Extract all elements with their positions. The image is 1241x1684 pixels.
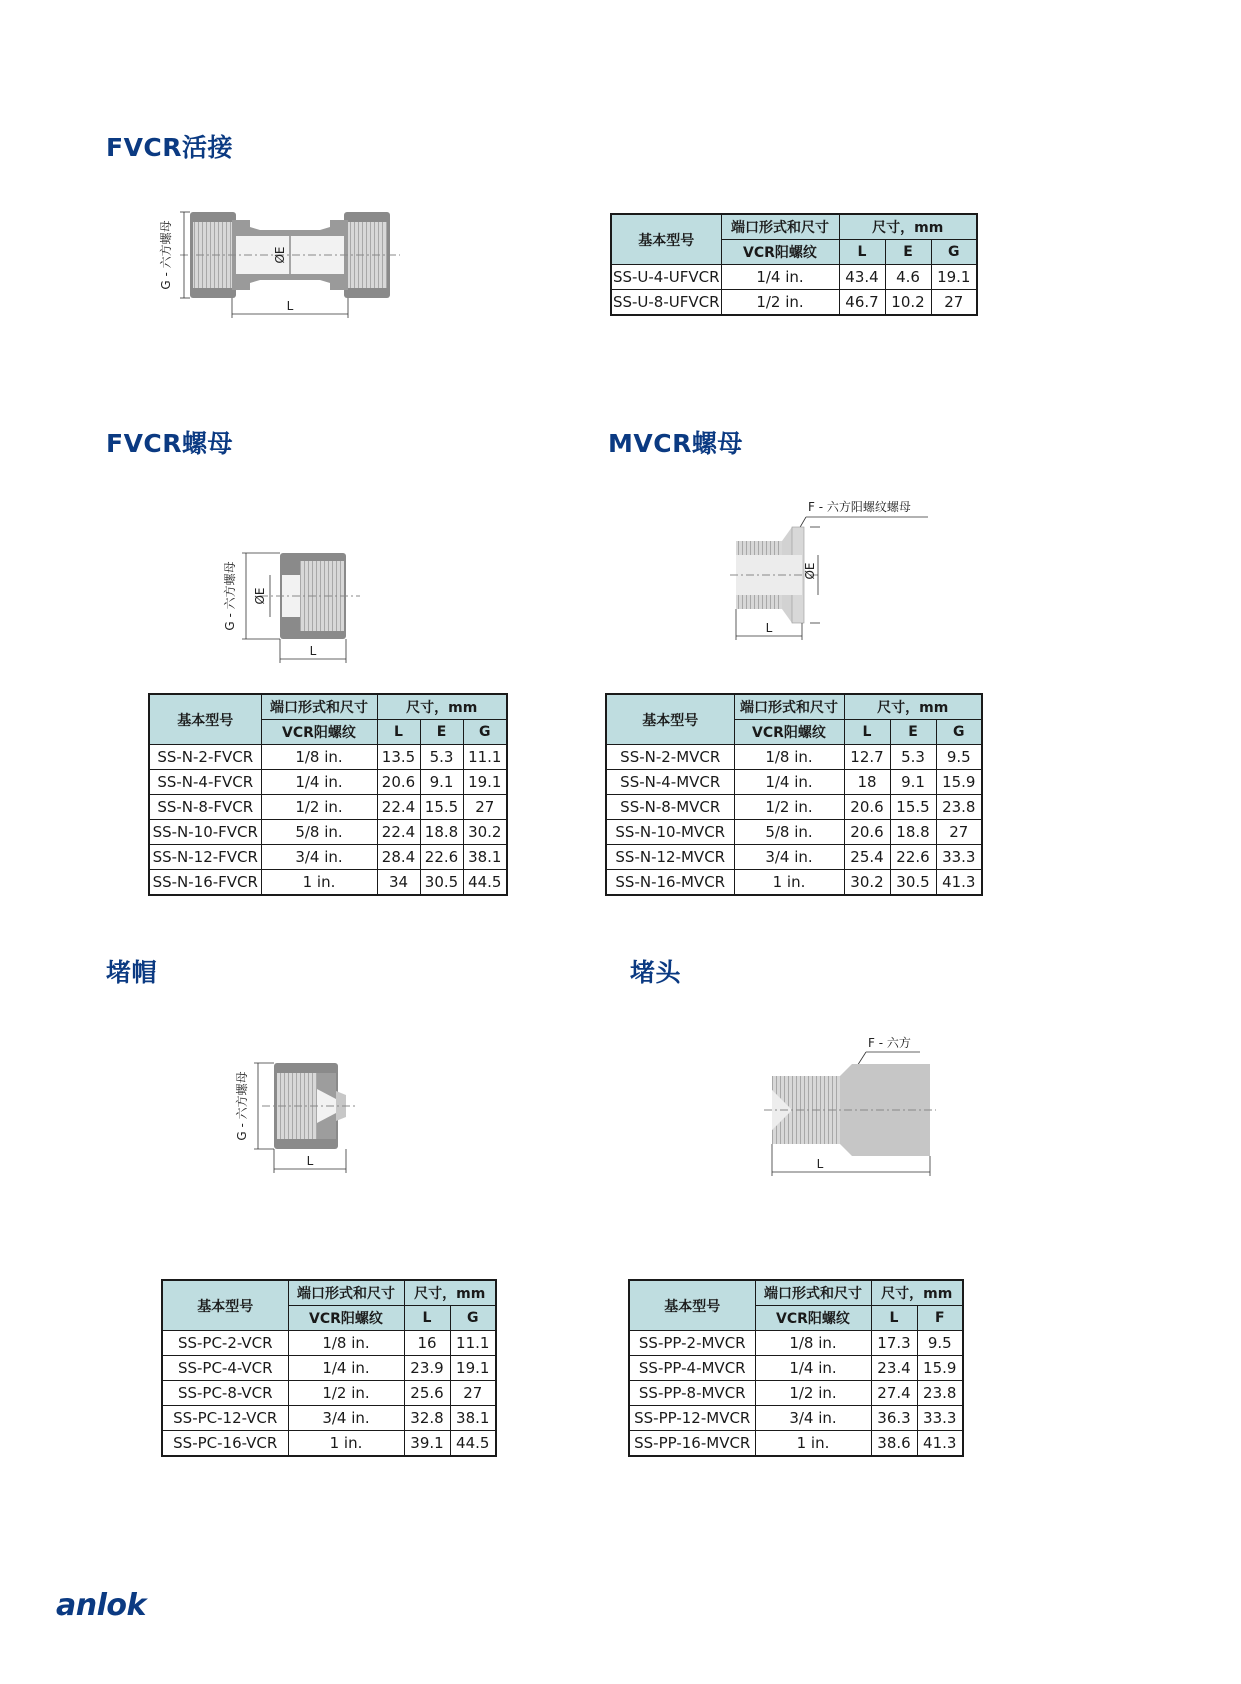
cell: 5/8 in. xyxy=(734,820,844,845)
mvcr-nut-len-label: L xyxy=(765,621,773,635)
th-col: G xyxy=(463,720,507,745)
table-row xyxy=(629,1406,963,1431)
cell: 1/4 in. xyxy=(734,770,844,795)
cell: 1/2 in. xyxy=(288,1381,404,1406)
fvcr-nut-table xyxy=(148,693,508,896)
cell: SS-PP-12-MVCR xyxy=(629,1406,755,1431)
mvcr-nut-dia-label: ØE xyxy=(803,562,817,580)
cell: 38.1 xyxy=(450,1406,496,1431)
cell: 1/4 in. xyxy=(288,1356,404,1381)
cell: 30.5 xyxy=(420,870,463,896)
th-dimensions: 尺寸，mm xyxy=(404,1280,496,1306)
mvcr-nut-hex-label: F - 六方阳螺纹螺母 xyxy=(808,500,911,514)
th-vcr-thread: VCR阳螺纹 xyxy=(721,240,839,265)
cell: SS-N-16-FVCR xyxy=(149,870,261,896)
table-row xyxy=(149,845,507,870)
cell: 36.3 xyxy=(871,1406,917,1431)
section-title-mvcr-nut: MVCR螺母 xyxy=(608,429,743,458)
table-row xyxy=(606,820,982,845)
cell: 41.3 xyxy=(917,1431,963,1457)
cell: 18.8 xyxy=(420,820,463,845)
cell: 9.5 xyxy=(917,1331,963,1356)
th-col: G xyxy=(450,1306,496,1331)
cell: 1 in. xyxy=(755,1431,871,1457)
section-title-cap: 堵帽 xyxy=(106,958,158,987)
cell: 16 xyxy=(404,1331,450,1356)
th-col: L xyxy=(871,1306,917,1331)
cell: 43.4 xyxy=(839,265,885,290)
th-col: L xyxy=(844,720,890,745)
cell: 30.2 xyxy=(463,820,507,845)
cell: 4.6 xyxy=(885,265,931,290)
plug-drawing xyxy=(760,1030,940,1180)
th-port-type: 端口形式和尺寸 xyxy=(755,1280,871,1306)
cell: SS-N-4-FVCR xyxy=(149,770,261,795)
cell: 27.4 xyxy=(871,1381,917,1406)
table-row xyxy=(162,1356,496,1381)
th-base-model: 基本型号 xyxy=(611,214,721,265)
union-hex-label: G - 六方螺母 xyxy=(159,220,173,290)
mvcr-nut-drawing xyxy=(730,495,950,650)
union-len-label: L xyxy=(286,299,294,313)
table-row xyxy=(162,1431,496,1457)
cell: 13.5 xyxy=(377,745,420,770)
cell: 1/8 in. xyxy=(755,1331,871,1356)
table-row xyxy=(149,770,507,795)
cell: 1/2 in. xyxy=(721,290,839,316)
th-col: G xyxy=(931,240,977,265)
th-base-model: 基本型号 xyxy=(149,694,261,745)
cell: 27 xyxy=(450,1381,496,1406)
cap-drawing xyxy=(232,1055,382,1180)
plug-table xyxy=(628,1279,964,1457)
cell: 1/4 in. xyxy=(261,770,377,795)
th-col: E xyxy=(420,720,463,745)
cell: 1/2 in. xyxy=(734,795,844,820)
cell: SS-N-12-FVCR xyxy=(149,845,261,870)
cap-table xyxy=(161,1279,497,1457)
cell: SS-N-4-MVCR xyxy=(606,770,734,795)
cell: SS-U-4-UFVCR xyxy=(611,265,721,290)
cell: SS-N-2-MVCR xyxy=(606,745,734,770)
th-dimensions: 尺寸，mm xyxy=(844,694,982,720)
cell: 19.1 xyxy=(450,1356,496,1381)
cell: 28.4 xyxy=(377,845,420,870)
table-row xyxy=(149,870,507,896)
cell: SS-PC-12-VCR xyxy=(162,1406,288,1431)
cell: 25.4 xyxy=(844,845,890,870)
cell: 38.6 xyxy=(871,1431,917,1457)
cell: 3/4 in. xyxy=(261,845,377,870)
cell: 33.3 xyxy=(936,845,982,870)
th-base-model: 基本型号 xyxy=(629,1280,755,1331)
cell: 17.3 xyxy=(871,1331,917,1356)
cell: 10.2 xyxy=(885,290,931,316)
cell: SS-PP-8-MVCR xyxy=(629,1381,755,1406)
th-port-type: 端口形式和尺寸 xyxy=(261,694,377,720)
cell: 30.2 xyxy=(844,870,890,896)
cap-len-label: L xyxy=(306,1154,314,1168)
th-col: L xyxy=(839,240,885,265)
cell: 38.1 xyxy=(463,845,507,870)
section-title-union: FVCR活接 xyxy=(106,133,234,162)
table-row xyxy=(149,820,507,845)
cell: 27 xyxy=(931,290,977,316)
th-col: E xyxy=(885,240,931,265)
cell: 22.6 xyxy=(890,845,936,870)
cell: SS-PC-16-VCR xyxy=(162,1431,288,1457)
cell: 22.6 xyxy=(420,845,463,870)
cell: 20.6 xyxy=(377,770,420,795)
cell: 1/4 in. xyxy=(721,265,839,290)
th-port-type: 端口形式和尺寸 xyxy=(721,214,839,240)
cell: 46.7 xyxy=(839,290,885,316)
brand-logo: anlok xyxy=(56,1588,146,1623)
union-drawing xyxy=(150,200,430,330)
cell: SS-PC-4-VCR xyxy=(162,1356,288,1381)
cell: 20.6 xyxy=(844,820,890,845)
union-table xyxy=(610,213,978,316)
cell: 39.1 xyxy=(404,1431,450,1457)
th-vcr-thread: VCR阳螺纹 xyxy=(261,720,377,745)
cell: 9.1 xyxy=(890,770,936,795)
cell: SS-N-8-FVCR xyxy=(149,795,261,820)
section-title-fvcr-nut: FVCR螺母 xyxy=(106,429,234,458)
union-dia-label: ØE xyxy=(273,246,287,264)
table-row xyxy=(629,1431,963,1457)
th-port-type: 端口形式和尺寸 xyxy=(288,1280,404,1306)
cell: 1 in. xyxy=(734,870,844,896)
section-title-plug: 堵头 xyxy=(630,958,682,987)
cell: 12.7 xyxy=(844,745,890,770)
cell: 3/4 in. xyxy=(288,1406,404,1431)
cell: 15.9 xyxy=(936,770,982,795)
cell: 27 xyxy=(936,820,982,845)
cell: 1 in. xyxy=(288,1431,404,1457)
cell: SS-N-10-FVCR xyxy=(149,820,261,845)
th-dimensions: 尺寸，mm xyxy=(871,1280,963,1306)
th-base-model: 基本型号 xyxy=(606,694,734,745)
cell: 22.4 xyxy=(377,820,420,845)
cell: 25.6 xyxy=(404,1381,450,1406)
th-vcr-thread: VCR阳螺纹 xyxy=(755,1306,871,1331)
cell: 1/2 in. xyxy=(755,1381,871,1406)
cell: 1/4 in. xyxy=(755,1356,871,1381)
cell: 5.3 xyxy=(890,745,936,770)
cell: 11.1 xyxy=(463,745,507,770)
table-row xyxy=(629,1331,963,1356)
fvcr-nut-dia-label: ØE xyxy=(253,587,267,605)
th-dimensions: 尺寸，mm xyxy=(839,214,977,240)
table-row xyxy=(149,795,507,820)
cell: 9.1 xyxy=(420,770,463,795)
cell: SS-PC-8-VCR xyxy=(162,1381,288,1406)
table-row xyxy=(606,795,982,820)
cell: 23.8 xyxy=(917,1381,963,1406)
th-col: G xyxy=(936,720,982,745)
cell: SS-U-8-UFVCR xyxy=(611,290,721,316)
cell: 23.4 xyxy=(871,1356,917,1381)
table-row xyxy=(606,745,982,770)
cell: 34 xyxy=(377,870,420,896)
cell: SS-PC-2-VCR xyxy=(162,1331,288,1356)
cell: 27 xyxy=(463,795,507,820)
cell: 44.5 xyxy=(450,1431,496,1457)
cell: 32.8 xyxy=(404,1406,450,1431)
cell: 30.5 xyxy=(890,870,936,896)
cell: 23.8 xyxy=(936,795,982,820)
cell: 1/8 in. xyxy=(734,745,844,770)
table-row xyxy=(162,1406,496,1431)
cell: 18 xyxy=(844,770,890,795)
cell: 41.3 xyxy=(936,870,982,896)
cell: 1/8 in. xyxy=(261,745,377,770)
th-col: E xyxy=(890,720,936,745)
cell: 19.1 xyxy=(931,265,977,290)
cell: 15.5 xyxy=(420,795,463,820)
th-vcr-thread: VCR阳螺纹 xyxy=(288,1306,404,1331)
cell: 5/8 in. xyxy=(261,820,377,845)
cell: 3/4 in. xyxy=(734,845,844,870)
cell: SS-PP-4-MVCR xyxy=(629,1356,755,1381)
mvcr-nut-table xyxy=(605,693,983,896)
fvcr-nut-len-label: L xyxy=(309,644,317,658)
cell: 1/2 in. xyxy=(261,795,377,820)
cap-hex-label: G - 六方螺母 xyxy=(235,1071,249,1141)
table-row xyxy=(162,1331,496,1356)
cell: 44.5 xyxy=(463,870,507,896)
table-row xyxy=(629,1356,963,1381)
table-row xyxy=(606,870,982,896)
plug-len-label: L xyxy=(816,1157,824,1171)
th-col: F xyxy=(917,1306,963,1331)
cell: 11.1 xyxy=(450,1331,496,1356)
cell: SS-PP-2-MVCR xyxy=(629,1331,755,1356)
table-row xyxy=(149,745,507,770)
cell: 9.5 xyxy=(936,745,982,770)
cell: 5.3 xyxy=(420,745,463,770)
th-dimensions: 尺寸，mm xyxy=(377,694,507,720)
table-row xyxy=(606,770,982,795)
cell: 1/8 in. xyxy=(288,1331,404,1356)
fvcr-nut-drawing xyxy=(220,545,370,670)
fvcr-nut-hex-label: G - 六方螺母 xyxy=(223,561,237,631)
table-row xyxy=(611,290,977,316)
th-port-type: 端口形式和尺寸 xyxy=(734,694,844,720)
cell: 19.1 xyxy=(463,770,507,795)
th-col: L xyxy=(377,720,420,745)
cell: 20.6 xyxy=(844,795,890,820)
table-row xyxy=(611,265,977,290)
cell: 33.3 xyxy=(917,1406,963,1431)
th-base-model: 基本型号 xyxy=(162,1280,288,1331)
cell: SS-N-2-FVCR xyxy=(149,745,261,770)
cell: 15.5 xyxy=(890,795,936,820)
cell: SS-N-12-MVCR xyxy=(606,845,734,870)
cell: SS-PP-16-MVCR xyxy=(629,1431,755,1457)
cell: SS-N-8-MVCR xyxy=(606,795,734,820)
cell: SS-N-16-MVCR xyxy=(606,870,734,896)
cell: 22.4 xyxy=(377,795,420,820)
cell: 15.9 xyxy=(917,1356,963,1381)
cell: 1 in. xyxy=(261,870,377,896)
table-row xyxy=(162,1381,496,1406)
th-vcr-thread: VCR阳螺纹 xyxy=(734,720,844,745)
cell: 23.9 xyxy=(404,1356,450,1381)
cell: 3/4 in. xyxy=(755,1406,871,1431)
table-row xyxy=(629,1381,963,1406)
th-col: L xyxy=(404,1306,450,1331)
cell: 18.8 xyxy=(890,820,936,845)
plug-hex-label: F - 六方 xyxy=(868,1036,911,1050)
table-row xyxy=(606,845,982,870)
cell: SS-N-10-MVCR xyxy=(606,820,734,845)
